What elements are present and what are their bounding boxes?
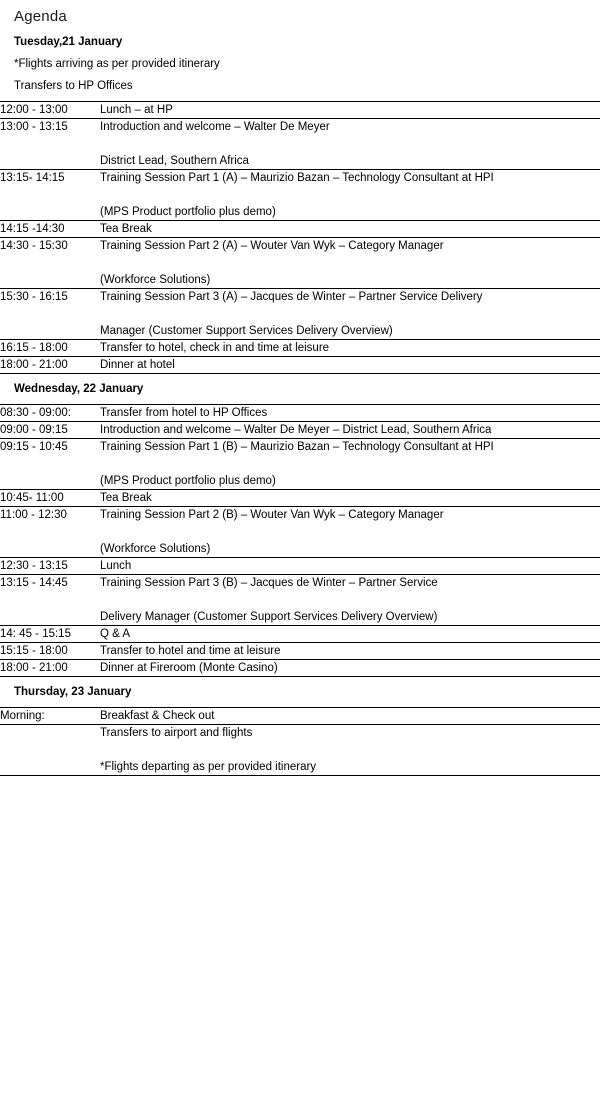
agenda-time: 15:15 - 18:00 (0, 643, 100, 660)
agenda-description (100, 575, 600, 626)
agenda-description-line: Training Session Part 2 (B) – Wouter Van Wyk – Category Manager (100, 509, 444, 521)
table-row (0, 357, 600, 374)
agenda-table-body (0, 102, 600, 776)
agenda-description (100, 507, 600, 558)
agenda-time: 10:45- 11:00 (0, 490, 100, 507)
table-row (0, 708, 600, 725)
agenda-description-line: Dinner at Fireroom (Monte Casino) (100, 662, 278, 674)
agenda-description-line: Tea Break (100, 223, 152, 235)
agenda-time: 13:15 - 14:45 (0, 575, 100, 626)
agenda-time: 09:15 - 10:45 (0, 439, 100, 490)
agenda-description-line: Delivery Manager (Customer Support Services Delivery Overview) (100, 611, 438, 623)
intro-line: Tuesday,21 January (14, 36, 123, 48)
agenda-description-line: Manager (Customer Support Services Delivery Overview) (100, 325, 393, 337)
intro-line: Transfers to HP Offices (14, 80, 133, 92)
agenda-description-line: (MPS Product portfolio plus demo) (100, 475, 276, 487)
agenda-description (100, 708, 600, 725)
agenda-description-line: Q & A (100, 628, 131, 640)
agenda-description-line: Dinner at hotel (100, 359, 175, 371)
agenda-description (100, 119, 600, 170)
agenda-time: 14:15 -14:30 (0, 221, 100, 238)
table-row (0, 340, 600, 357)
table-row (0, 660, 600, 677)
agenda-time: 11:00 - 12:30 (0, 507, 100, 558)
agenda-time: 12:30 - 13:15 (0, 558, 100, 575)
agenda-description-line: Training Session Part 1 (A) – Maurizio Bazan – Technology Consultant at HPI (100, 172, 494, 184)
table-row (0, 238, 600, 289)
table-row (0, 439, 600, 490)
agenda-time: 14: 45 - 15:15 (0, 626, 100, 643)
agenda-time: 13:00 - 13:15 (0, 119, 100, 170)
table-row (0, 558, 600, 575)
agenda-description-line: Transfer from hotel to HP Offices (100, 407, 268, 419)
table-row (0, 170, 600, 221)
agenda-description (100, 238, 600, 289)
table-row (0, 575, 600, 626)
agenda-description-line: Training Session Part 1 (B) – Maurizio Bazan – Technology Consultant at HPI (100, 441, 494, 453)
agenda-time: 18:00 - 21:00 (0, 660, 100, 677)
agenda-description-line: Training Session Part 3 (B) – Jacques de Winter – Partner Service (100, 577, 438, 589)
agenda-description (100, 357, 600, 374)
section-header-label: Thursday, 23 January (0, 677, 600, 708)
table-row (0, 490, 600, 507)
table-row (0, 725, 600, 776)
agenda-description-line: (Workforce Solutions) (100, 543, 211, 555)
agenda-time: 13:15- 14:15 (0, 170, 100, 221)
agenda-description (100, 626, 600, 643)
agenda-time: Morning: (0, 708, 100, 725)
agenda-description-line: Tea Break (100, 492, 152, 504)
section-header-row (0, 677, 600, 708)
agenda-description (100, 643, 600, 660)
table-row (0, 422, 600, 439)
agenda-time: 16:15 - 18:00 (0, 340, 100, 357)
agenda-description-line: Transfer to hotel and time at leisure (100, 645, 281, 657)
agenda-time (0, 725, 100, 776)
table-row (0, 102, 600, 119)
agenda-description-line: Transfers to airport and flights (100, 727, 253, 739)
table-row (0, 405, 600, 422)
intro-line: *Flights arriving as per provided itinerary (14, 58, 220, 70)
section-header-row (0, 374, 600, 405)
agenda-description (100, 660, 600, 677)
table-row (0, 643, 600, 660)
agenda-description-line: Introduction and welcome – Walter De Meyer – District Lead, Southern Africa (100, 424, 492, 436)
agenda-description (100, 558, 600, 575)
table-row (0, 507, 600, 558)
agenda-description (100, 170, 600, 221)
agenda-time: 09:00 - 09:15 (0, 422, 100, 439)
agenda-description-line: *Flights departing as per provided itinerary (100, 761, 317, 773)
agenda-description (100, 725, 600, 776)
agenda-description-line: Lunch (100, 560, 132, 572)
page-title: Agenda (14, 8, 67, 25)
agenda-description-line: Training Session Part 2 (A) – Wouter Van Wyk – Category Manager (100, 240, 444, 252)
table-row (0, 289, 600, 340)
agenda-description (100, 102, 600, 119)
table-row (0, 119, 600, 170)
table-row (0, 221, 600, 238)
agenda-description (100, 490, 600, 507)
agenda-description-line: District Lead, Southern Africa (100, 155, 249, 167)
agenda-description-line: Transfer to hotel, check in and time at leisure (100, 342, 330, 354)
agenda-time: 15:30 - 16:15 (0, 289, 100, 340)
agenda-description-line: (MPS Product portfolio plus demo) (100, 206, 276, 218)
agenda-description (100, 405, 600, 422)
table-row (0, 626, 600, 643)
agenda-description-line: Introduction and welcome – Walter De Meyer (100, 121, 330, 133)
agenda-description (100, 422, 600, 439)
agenda-table (0, 101, 600, 776)
section-header-label: Wednesday, 22 January (0, 374, 600, 405)
agenda-description (100, 340, 600, 357)
agenda-description-line: Lunch – at HP (100, 104, 173, 116)
agenda-time: 08:30 - 09:00: (0, 405, 100, 422)
agenda-description-line: Training Session Part 3 (A) – Jacques de Winter – Partner Service Delivery (100, 291, 483, 303)
agenda-description-line: (Workforce Solutions) (100, 274, 211, 286)
agenda-description (100, 221, 600, 238)
agenda-time: 14:30 - 15:30 (0, 238, 100, 289)
intro-block (0, 31, 600, 97)
agenda-description (100, 439, 600, 490)
agenda-time: 18:00 - 21:00 (0, 357, 100, 374)
agenda-time: 12:00 - 13:00 (0, 102, 100, 119)
agenda-description (100, 289, 600, 340)
agenda-description-line: Breakfast & Check out (100, 710, 215, 722)
